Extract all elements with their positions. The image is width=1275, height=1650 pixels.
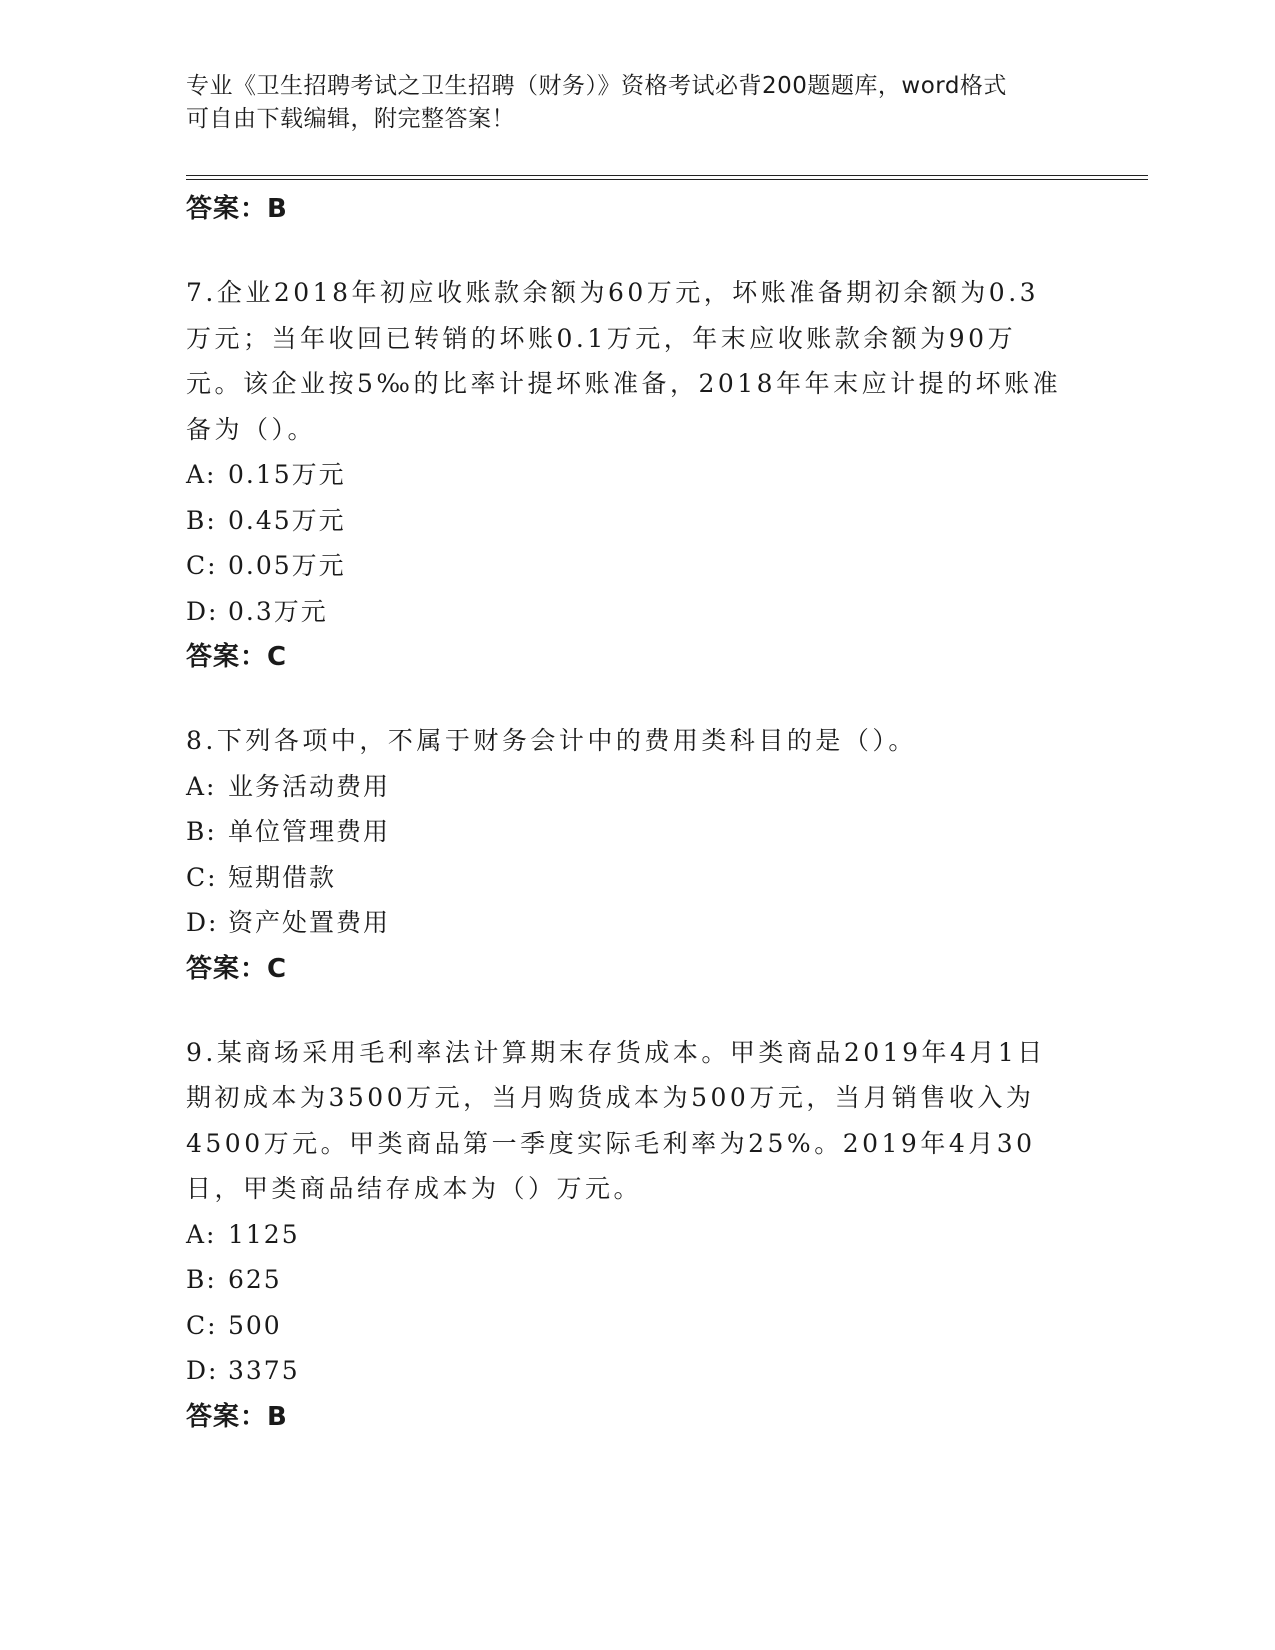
option-letter: A: [186, 460, 217, 489]
option-text: 单位管理费用 [228, 817, 391, 846]
option-text: 625 [228, 1265, 282, 1294]
option-letter: B: [186, 1265, 217, 1294]
previous-answer: 答案：B [186, 194, 288, 224]
option-text: 500 [228, 1310, 282, 1340]
option-text: 0.3万元 [228, 596, 328, 626]
option-d [186, 900, 1066, 946]
header-title-line-1: 专业《卫生招聘考试之卫生招聘（财务）》资格考试必背200题题库，word格式 [186, 73, 1007, 99]
option-a [186, 764, 1066, 810]
option-b [186, 498, 1066, 544]
header-title-line-2: 可自由下载编辑，附完整答案！ [186, 106, 515, 132]
option-letter: D: [186, 596, 219, 626]
option-letter: D: [186, 908, 219, 937]
option-text: 0.45万元 [228, 505, 346, 535]
option-text: 短期借款 [228, 862, 337, 892]
question-7 [186, 270, 1066, 680]
question-answer: 答案：C [186, 953, 288, 984]
question-text: 9.某商场采用毛利率法计算期末存货成本。甲类商品2019年4月1日期初成本为3500万元，当月购货成本为500万元，当月销售收入为4500万元。甲类商品第一季度实际毛利率为25%。2019年4月30日，甲类商品结存成本为（）万元。 [186, 1037, 1046, 1203]
question-8 [186, 718, 1066, 992]
option-letter: C: [186, 862, 218, 892]
option-text: 资产处置费用 [228, 908, 391, 937]
option-text: 业务活动费用 [228, 771, 391, 801]
question-answer: 答案：C [186, 642, 288, 672]
question-9 [186, 1030, 1066, 1440]
option-b [186, 1257, 1066, 1303]
option-letter: C: [186, 1310, 218, 1340]
header-divider [186, 175, 1148, 180]
option-text: 0.15万元 [228, 460, 346, 489]
option-letter: B: [186, 817, 217, 846]
question-text: 7.企业2018年初应收账款余额为60万元，坏账准备期初余额为0.3万元；当年收回已转销的坏账0.1万元，年末应收账款余额为90万元。该企业按5‰的比率计提坏账准备，2018年年末应计提的坏账准备为（）。 [186, 278, 1062, 444]
option-letter: A: [186, 771, 217, 801]
option-letter: B: [186, 505, 217, 535]
option-text: 3375 [228, 1356, 300, 1385]
option-letter: D: [186, 1356, 219, 1385]
option-d [186, 589, 1066, 635]
document-body [186, 186, 1066, 1440]
option-letter: A: [186, 1219, 217, 1249]
question-answer: 答案：B [186, 1401, 288, 1432]
question-text: 8.下列各项中，不属于财务会计中的费用类科目的是（）。 [186, 726, 917, 755]
page-header [186, 70, 1066, 136]
option-text: 0.05万元 [228, 551, 346, 580]
option-c [186, 855, 1066, 901]
option-text: 1125 [228, 1219, 300, 1249]
option-a [186, 1212, 1066, 1258]
option-a [186, 452, 1066, 498]
option-letter: C: [186, 551, 218, 580]
option-d [186, 1348, 1066, 1394]
option-c [186, 543, 1066, 589]
option-c [186, 1303, 1066, 1349]
option-b [186, 809, 1066, 855]
